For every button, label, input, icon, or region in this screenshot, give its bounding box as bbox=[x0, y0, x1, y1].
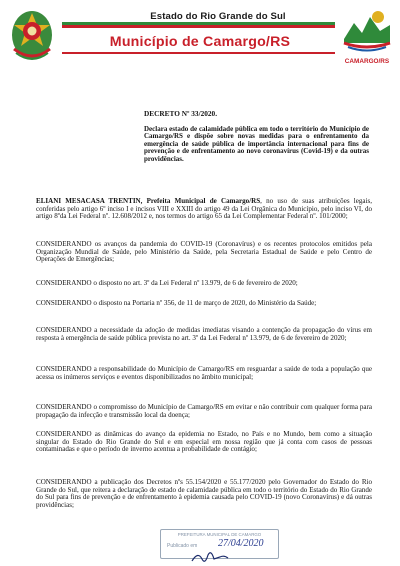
considerando-paragraph: CONSIDERANDO as dinâmicas do avanço da epidemia no Estado, no País e no Mundo, bem como a situação singular do Estado do Rio Grande do Sul e em especial em nossa região que já conta com casos de pessoas contaminadas e que o período de inverno acentua a probabilidade de contágio; bbox=[36, 430, 372, 453]
mayor-name: ELIANI MESACASA TRENTIN, Prefeita Municipal de Camargo/RS bbox=[36, 197, 261, 205]
municipality-logo-icon bbox=[340, 5, 394, 55]
state-coat-of-arms-icon bbox=[6, 5, 58, 65]
opening-text: , no uso de suas atribuições legais, conferidas pelo artigo 6º inciso I e incisos VIII e XXIII do artigo 49 da Lei Orgânica do Município, pelo inciso VI, do artigo 8ºda Lei Federal nº. 12.608/2012 e, nos termos do artigo 65 da Lei Complementar Federal nº. 101/2000; bbox=[36, 197, 372, 220]
state-title: Estado do Rio Grande do Sul bbox=[150, 11, 286, 22]
considerando-paragraph: CONSIDERANDO o compromisso do Município de Camargo/RS em evitar e não contribuir com qualquer forma para propagação da infecção e transmissão local da doença; bbox=[36, 403, 372, 419]
logo-text: CAMARGO/RS bbox=[344, 58, 390, 65]
decree-number: DECRETO Nº 33/2020. bbox=[144, 109, 218, 118]
opening-paragraph bbox=[36, 198, 372, 221]
stamp-label: Publicado em bbox=[167, 543, 198, 549]
header-underline bbox=[62, 52, 335, 54]
considerando-paragraph: CONSIDERANDO o disposto na Portaria nº 356, de 11 de março de 2020, do Ministério da Saúde; bbox=[36, 299, 317, 307]
considerando-paragraph: CONSIDERANDO a publicação dos Decretos nºs 55.154/2020 e 55.177/2020 pelo Governador do Estado do Rio Grande do Sul, que reitera a declaração de estado de calamidade pública em todo o território do Estado do Rio Grande do Sul para fins de prevenção e de enfrentamento à epidemia causada pelo COVID-19 (novo Coronavírus) e dá outras providências; bbox=[36, 478, 372, 509]
municipio-title: Município de Camargo/RS bbox=[109, 34, 291, 50]
stamp-title: PREFEITURA MUNICIPAL DE CAMARGO bbox=[177, 532, 262, 537]
stamp-date: 27/04/2020 bbox=[218, 538, 264, 549]
signature-icon bbox=[190, 549, 230, 565]
considerando-paragraph: CONSIDERANDO a responsabilidade do Município de Camargo/RS em resguardar a saúde de toda a população que acessa os inúmeros serviços e eventos disponibilizados no âmbito municipal; bbox=[36, 365, 372, 381]
considerando-paragraph: CONSIDERANDO os avanços da pandemia do COVID-19 (Coronavírus) e os recentes protocolos emitidos pela Organização Mundial de Saúde, pelo Ministério da Saúde, pela Secretaria Estadual de Saúde e pelo Centro de Operações de Emergências; bbox=[36, 240, 372, 263]
header-red-rule bbox=[62, 25, 335, 28]
decree-summary: Declara estado de calamidade pública em todo o território do Município de Camargo/RS e dispõe sobre novas medidas para o enfrentamento da emergência de saúde pública de importância internacional para fins de prevenção e de enfrentamento ao novo coronavírus (Covid-19) e da outras providências. bbox=[144, 125, 369, 163]
considerando-paragraph: CONSIDERANDO a necessidade da adoção de medidas imediatas visando a contenção da propagação do vírus em resposta à emergência de saúde pública prevista no art. 3º da Lei Federal nº 13.979, de 6 de fevereiro de 2020; bbox=[36, 326, 372, 342]
considerando-paragraph: CONSIDERANDO o disposto no art. 3º da Lei Federal nº 13.979, de 6 de fevereiro de 2020; bbox=[36, 279, 298, 287]
